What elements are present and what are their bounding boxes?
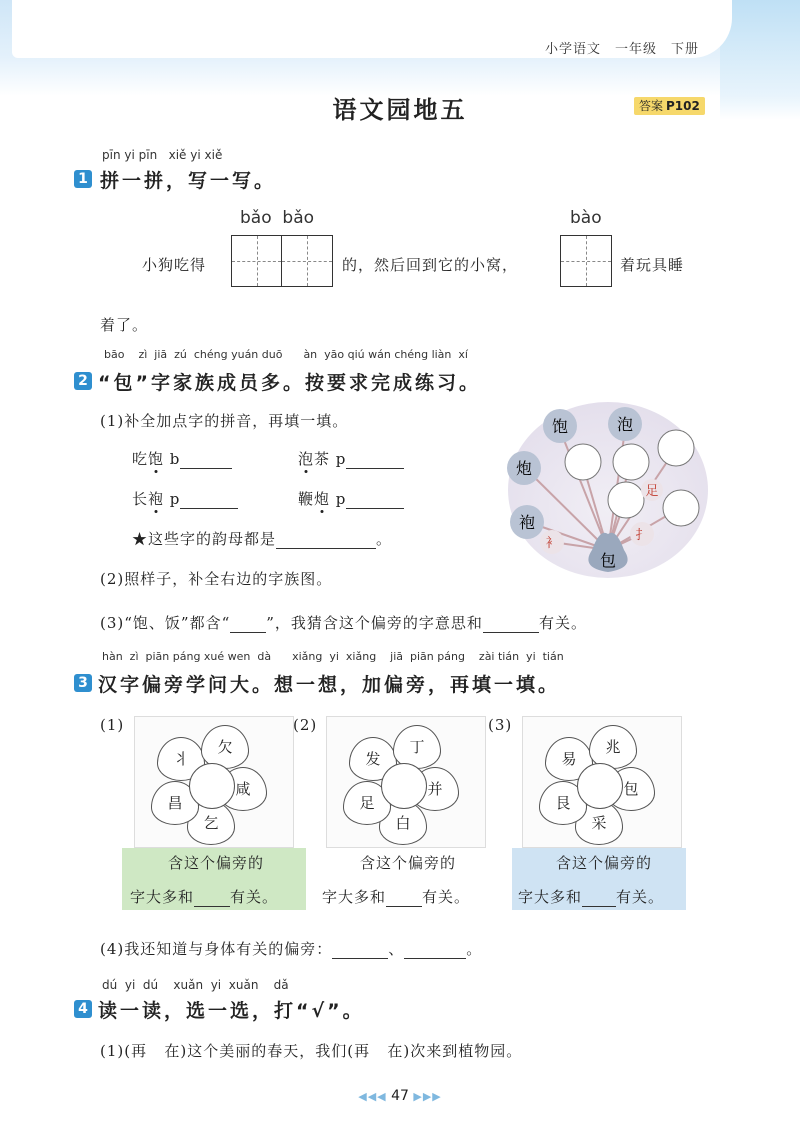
tree-empty-1 — [565, 444, 601, 480]
s1-text3: 着玩具睡 — [620, 256, 685, 274]
s4-line1: (1)(再 在)这个美丽的春天，我们(再 在)次来到植物园。 — [100, 1042, 523, 1060]
flower3-box — [522, 716, 682, 848]
s1-writing-grid-a[interactable] — [231, 235, 333, 287]
s1-text2: 的，然后回到它的小窝， — [342, 256, 519, 274]
flower2-petal-4: 白 — [379, 801, 427, 845]
flower2-petal-1: 发 — [349, 737, 397, 781]
tree-empty-2 — [613, 444, 649, 480]
tree-label-bao1: 饱 — [551, 417, 569, 436]
series-label — [545, 38, 713, 57]
flower2-base — [314, 848, 498, 910]
flower3-petal-4: 采 — [575, 801, 623, 845]
s1-pinyin-a: bǎo bǎo — [240, 208, 315, 228]
flower3-label: (3) — [488, 716, 513, 734]
flower1-base-line2: 字大多和 有关。 — [130, 888, 279, 906]
s1-pinyin: pīn yi pīn xiě yi xiě — [102, 148, 223, 162]
flower3-base — [512, 848, 686, 910]
s2-blank3[interactable] — [180, 492, 238, 509]
s1-number: 1 — [74, 170, 92, 188]
s2-q3: (3)“饱、饭”都含“ ”，我猜含这个偏旁的字意思和 有关。 — [100, 614, 587, 632]
flower1-petal-2: 欠 — [201, 725, 249, 769]
s3-pinyin: hàn zì piān páng xué wen dà xiǎng yi xiǎng jiā piān páng zài tián yi tián — [102, 650, 564, 663]
flower1-petal-4: 乞 — [187, 801, 235, 845]
s4-pinyin: dú yi dú xuǎn yi xuǎn dǎ — [102, 978, 289, 992]
flower3-center[interactable] — [577, 763, 623, 809]
s2-blank2[interactable] — [346, 452, 404, 469]
flower1-box — [134, 716, 294, 848]
answer-badge — [634, 97, 705, 115]
s1-text4: 着了。 — [100, 316, 149, 334]
tree-label-pao: 泡 — [616, 415, 634, 434]
tree-label-pao2: 炮 — [515, 459, 533, 478]
tree-empty-4 — [608, 482, 644, 518]
s2-q2: (2)照样子，补全右边的字族图。 — [100, 570, 333, 588]
s3-number: 3 — [74, 674, 92, 692]
flower2-label: (2) — [293, 716, 318, 734]
s1-writing-grid-b[interactable] — [560, 235, 612, 287]
flower2-blank[interactable] — [386, 890, 422, 907]
page-title: 语文园地五 — [332, 96, 468, 124]
flower2-center[interactable] — [381, 763, 427, 809]
flower2-base-line1: 含这个偏旁的 — [360, 854, 457, 872]
s2-q3-blank1[interactable] — [230, 616, 266, 633]
flower3-petal-3: 包 — [607, 767, 655, 811]
word-family-tree — [500, 400, 710, 580]
flower1-base — [122, 848, 306, 910]
s2-word1: 吃饱 b — [132, 448, 232, 469]
s2-pinyin: bāo zì jiā zú chéng yuán duō àn yāo qiú wán chéng liàn xí — [104, 348, 468, 361]
flower3-petal-1: 易 — [545, 737, 593, 781]
flower1-base-line1: 含这个偏旁的 — [168, 854, 265, 872]
volume: 下册 — [671, 42, 700, 57]
flower2-petal-3: 并 — [411, 767, 459, 811]
s3-q4-blank1[interactable] — [332, 942, 388, 959]
s2-q3-blank2[interactable] — [483, 616, 539, 633]
s2-star-blank[interactable] — [276, 532, 376, 549]
flower2-base-line2: 字大多和 有关。 — [322, 888, 471, 906]
flower1-blank[interactable] — [194, 890, 230, 907]
s2-q1: (1)补全加点字的拼音，再填一填。 — [100, 412, 349, 430]
s2-heading: “包”字家族成员多。按要求完成练习。 — [98, 372, 481, 394]
page-number: 47 — [391, 1088, 409, 1104]
flower1-center[interactable] — [189, 763, 235, 809]
s1-text1: 小狗吃得 — [142, 256, 207, 274]
footer-right-arrows: ▶▶▶ — [413, 1090, 442, 1103]
answer-page: P102 — [666, 99, 700, 113]
tree-radical-2: 足 — [645, 484, 659, 499]
flower1-petal-5: 昌 — [151, 781, 199, 825]
tree-empty-5 — [663, 490, 699, 526]
tree-empty-3 — [658, 430, 694, 466]
flower1-petal-1: 丬 — [157, 737, 205, 781]
s2-word4: 鞭炮 p — [298, 488, 404, 509]
flower3-blank[interactable] — [582, 890, 616, 907]
s4-heading: 读一读，选一选，打“√”。 — [98, 1000, 365, 1022]
s2-blank1[interactable] — [180, 452, 232, 469]
answer-label: 答案 — [639, 99, 664, 113]
flower3-base-line2: 字大多和 有关。 — [518, 888, 665, 906]
s3-q4-blank2[interactable] — [404, 942, 466, 959]
flower3-base-line1: 含这个偏旁的 — [556, 854, 653, 872]
flower2-petal-5: 足 — [343, 781, 391, 825]
tree-label-root: 包 — [599, 551, 617, 570]
s1-pinyin-b: bào — [570, 208, 602, 228]
flower2-box — [326, 716, 486, 848]
s3-heading: 汉字偏旁学问大。想一想，加偏旁，再填一填。 — [98, 674, 561, 696]
flower1-petal-3: 咸 — [219, 767, 267, 811]
flower3-petal-2: 兆 — [589, 725, 637, 769]
tree-radical-1: 衤 — [545, 536, 559, 551]
s2-number: 2 — [74, 372, 92, 390]
flower1-label: (1) — [100, 716, 125, 734]
s4-number: 4 — [74, 1000, 92, 1018]
tree-label-pao3: 袍 — [518, 513, 536, 532]
s1-heading: 拼一拼，写一写。 — [100, 170, 277, 192]
flower3-petal-5: 艮 — [539, 781, 587, 825]
s2-star-line: ★这些字的韵母都是 。 — [132, 530, 393, 548]
s2-blank4[interactable] — [346, 492, 404, 509]
tree-radical-3: 扌 — [635, 528, 649, 543]
s3-q4: (4)我还知道与身体有关的偏旁： 、 。 — [100, 940, 483, 958]
grade: 一年级 — [615, 42, 658, 57]
subject: 小学语文 — [545, 42, 602, 57]
s2-word2: 泡茶 p — [298, 448, 404, 469]
s2-word3: 长袍 p — [132, 488, 238, 509]
page-footer — [0, 1088, 800, 1104]
footer-left-arrows: ◀◀◀ — [358, 1090, 387, 1103]
flower2-petal-2: 丁 — [393, 725, 441, 769]
